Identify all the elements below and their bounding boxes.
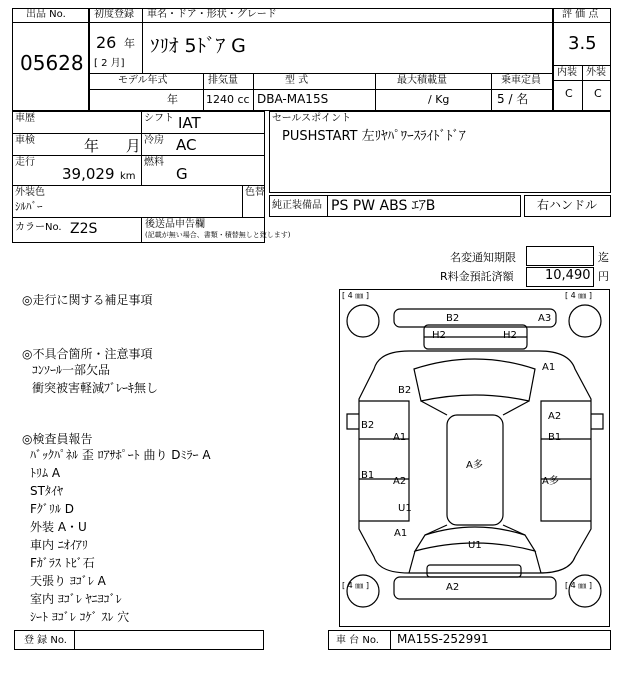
equipment-label: 純正装備品	[272, 200, 322, 211]
registration-year-unit: 年	[124, 37, 135, 50]
rear-bumper	[394, 309, 556, 327]
inspector-item: Fｸﾞﾘﾙ D	[30, 502, 74, 516]
inspection-value: 年 月	[84, 137, 141, 155]
name-change-deadline-label: 名変通知期限	[450, 251, 516, 264]
damage-mark: A1	[393, 432, 407, 443]
type-label: 型 式	[285, 75, 309, 86]
tire-depth-front-left: [ 4 ㎜ ]	[342, 581, 369, 590]
name-change-deadline-box	[526, 246, 594, 266]
fuel: G	[176, 165, 188, 183]
chassis-number-label: 車 台 No.	[336, 635, 379, 646]
color-no: Z2S	[70, 221, 98, 237]
defects-title: ◎不具合箇所・注意事項	[22, 347, 153, 361]
damage-mark: A1	[542, 362, 556, 373]
damage-mark: A2	[393, 476, 407, 487]
tire-front-left	[347, 575, 379, 607]
shift-label: シフト	[144, 113, 174, 124]
exterior-grade: C	[594, 87, 602, 100]
capacity-label: 乗車定員	[501, 75, 541, 86]
tire-depth-rear-left: [ 4 ㎜ ]	[342, 291, 369, 300]
max-load-label: 最大積載量	[397, 75, 447, 86]
recycle-fee-unit: 円	[598, 270, 609, 283]
tire-depth-rear-right: [ 4 ㎜ ]	[565, 291, 592, 300]
score-label: 評 価 点	[562, 9, 599, 20]
registration-number-label: 登 録 No.	[24, 635, 67, 646]
tire-front-right	[569, 575, 601, 607]
damage-mark: B2	[446, 313, 460, 324]
inspector-item: 車内 ﾆｵｲｱﾘ	[30, 538, 88, 552]
lot-number: 05628	[20, 51, 84, 75]
aftermarket-label: 後送品申告欄	[145, 219, 205, 230]
damage-mark: A2	[548, 411, 562, 422]
max-load: / Kg	[428, 93, 450, 106]
model-year-unit: 年	[167, 93, 178, 106]
displacement: 1240 cc	[206, 93, 250, 106]
name-change-deadline-unit: 迄	[598, 251, 609, 264]
steering: 右ハンドル	[537, 198, 598, 212]
color-no-label: カラーNo.	[15, 222, 62, 233]
inspector-item: ﾄﾘﾑ A	[30, 466, 61, 480]
damage-mark: A多	[542, 476, 559, 487]
damage-mark: A2	[446, 582, 460, 593]
car-name: ｿﾘｵ 5ﾄﾞｱ G	[150, 35, 246, 57]
driving-notes-title: ◎走行に関する補足事項	[22, 293, 153, 307]
color-change-label: 色替	[245, 187, 265, 198]
damage-mark: A1	[394, 528, 408, 539]
recycle-fee-label: R料金預託済額	[440, 270, 514, 283]
mileage-unit: km	[120, 171, 136, 182]
exterior-color: ｼﾙﾊﾞｰ	[15, 200, 43, 213]
inspection-label: 車検	[15, 135, 35, 146]
exterior-color-label: 外装色	[15, 187, 45, 198]
inspector-item: STﾀｲﾔ	[30, 484, 63, 498]
damage-mark: A3	[538, 313, 552, 324]
history-label: 車歴	[15, 113, 35, 124]
displacement-label: 排気量	[208, 75, 238, 86]
first-registration-label: 初度登録	[94, 9, 134, 20]
inspector-title: ◎検査員報告	[22, 432, 93, 446]
damage-mark: A多	[466, 460, 483, 471]
score: 3.5	[568, 33, 597, 54]
sales-point-label: セールスポイント	[272, 113, 352, 124]
mileage-label: 走行	[15, 157, 35, 168]
inspector-item: 天張り ﾖｺﾞﾚ A	[30, 574, 106, 588]
ac: AC	[176, 136, 197, 154]
damage-mark: B2	[361, 420, 375, 431]
car-outline-diagram	[339, 289, 610, 627]
inspector-item: ｼｰﾄ ﾖｺﾞﾚ ｺｹﾞ ｽﾚ 穴	[30, 610, 130, 624]
interior-grade: C	[565, 87, 573, 100]
fuel-label: 燃料	[144, 157, 164, 168]
damage-mark: H2	[503, 330, 517, 341]
capacity: 5 / 名	[497, 92, 529, 106]
sales-point-text: PUSHSTART 左ﾘﾔﾊﾟﾜｰｽﾗｲﾄﾞﾄﾞｱ	[282, 129, 466, 144]
tire-depth-front-right: [ 4 ㎜ ]	[565, 581, 592, 590]
damage-mark: H2	[432, 330, 446, 341]
shift: IAT	[178, 114, 201, 132]
registration-year: 26	[96, 33, 117, 52]
exterior-label: 外装	[586, 67, 606, 78]
chassis-number: MA15S-252991	[397, 632, 489, 646]
recycle-fee: 10,490	[545, 268, 591, 283]
damage-mark: B2	[398, 385, 412, 396]
inspector-item: Fｶﾞﾗｽ ﾄﾋﾞ石	[30, 556, 95, 570]
ac-label: 冷房	[144, 135, 164, 146]
tire-rear-left	[347, 305, 379, 337]
lot-label: 出品 No.	[26, 9, 66, 20]
defect-item: 衝突被害軽減ﾌﾞﾚｰｷ無し	[32, 381, 159, 395]
damage-mark: B1	[548, 432, 562, 443]
inspector-item: ﾊﾞｯｸﾊﾟﾈﾙ 歪 ﾛｱｻﾎﾟｰﾄ 曲り Dﾐﾗｰ A	[30, 448, 211, 462]
registration-month: [ 2 月]	[94, 58, 125, 69]
model-year-label: モデル年式	[118, 75, 168, 86]
damage-mark: B1	[361, 470, 375, 481]
defect-item: ｺﾝｿｰﾙ一部欠品	[32, 363, 111, 377]
damage-mark: U1	[468, 540, 482, 551]
tire-rear-right	[569, 305, 601, 337]
damage-mark: U1	[398, 503, 412, 514]
equipment: PS PW ABS ｴｱB	[331, 198, 436, 214]
front-bumper	[394, 577, 556, 599]
interior-label: 内装	[557, 67, 577, 78]
type-code: DBA-MA15S	[257, 92, 329, 106]
aftermarket-note: (記載が無い場合、書類・積替無しと致します)	[145, 231, 291, 239]
mileage: 39,029	[62, 165, 115, 183]
inspector-item: 外装 A・U	[30, 520, 87, 534]
inspector-item: 室内 ﾖｺﾞﾚ ﾔﾆﾖｺﾞﾚ	[30, 592, 122, 606]
car-name-label: 車名・ドア・形状・グレード	[147, 9, 277, 20]
